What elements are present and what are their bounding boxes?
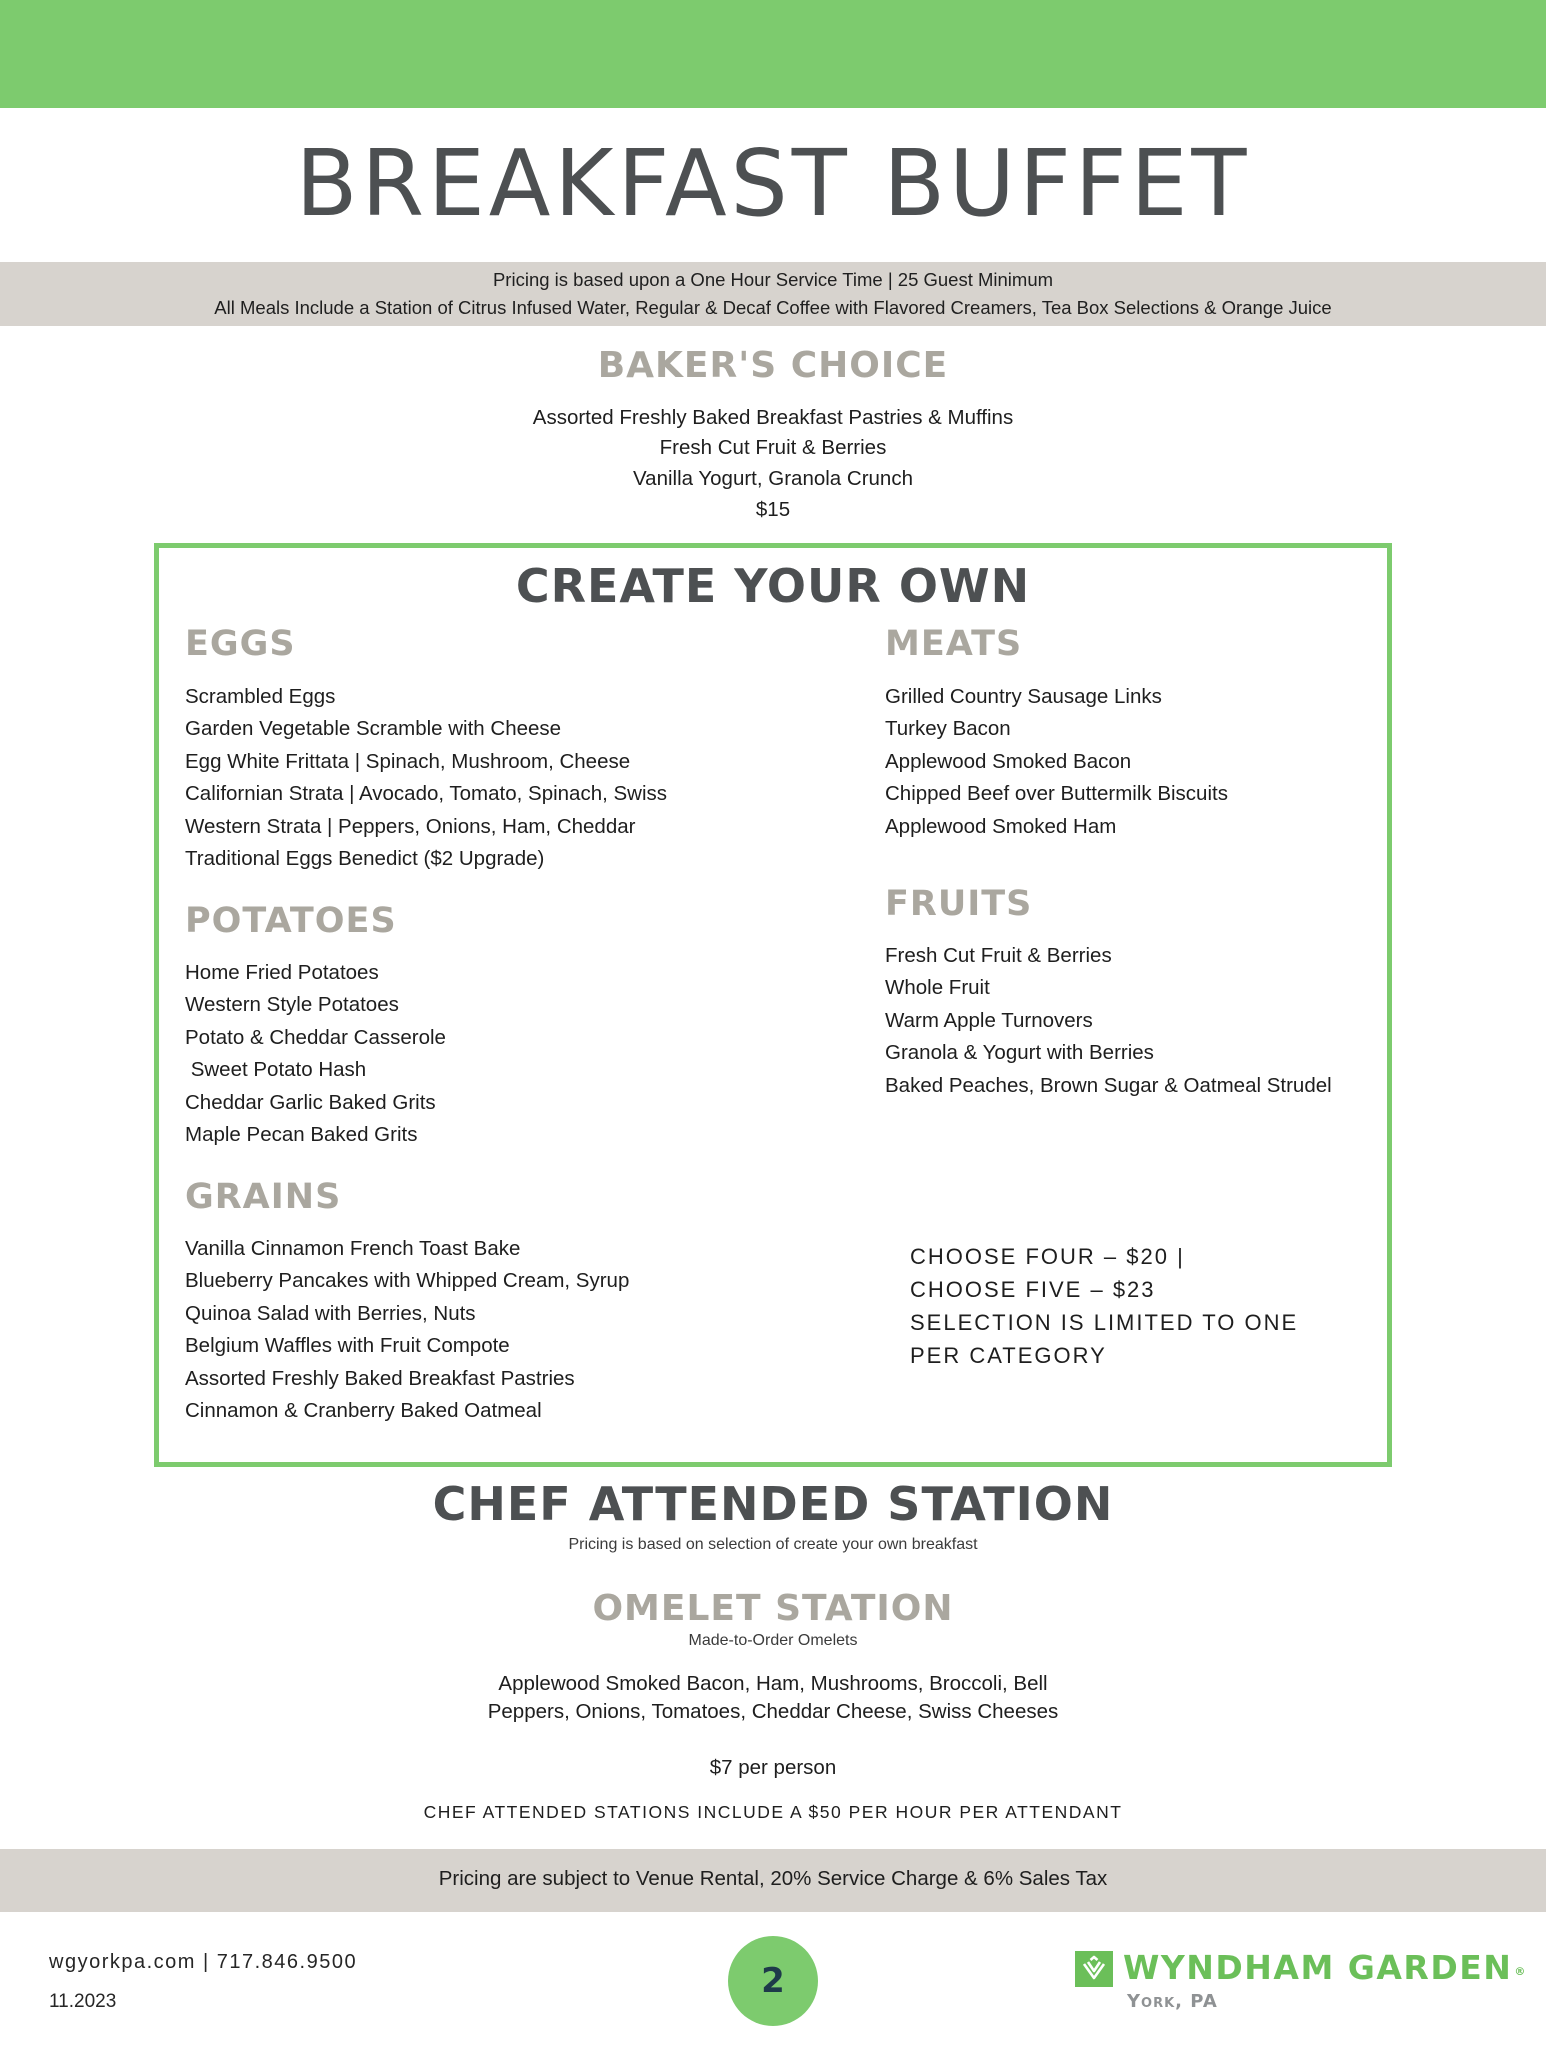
list-item: Garden Vegetable Scramble with Cheese bbox=[185, 717, 562, 741]
list-item: Granola & Yogurt with Berries bbox=[885, 1041, 1154, 1065]
category-title-eggs: EGGS bbox=[185, 624, 296, 664]
list-item: Traditional Eggs Benedict ($2 Upgrade) bbox=[185, 847, 545, 871]
list-item: Whole Fruit bbox=[885, 976, 990, 1000]
list-item: Assorted Freshly Baked Breakfast Pastries bbox=[185, 1366, 575, 1390]
bakers-choice-item: Assorted Freshly Baked Breakfast Pastries & Muffins bbox=[532, 406, 1014, 429]
wyndham-garden-leaf-icon bbox=[1075, 1951, 1113, 1987]
list-item: Cinnamon & Cranberry Baked Oatmeal bbox=[185, 1399, 542, 1423]
revision-date: 11.2023 bbox=[49, 1991, 117, 2012]
list-item: Western Strata | Peppers, Onions, Ham, Cheddar bbox=[185, 814, 636, 838]
list-item: Sweet Potato Hash bbox=[185, 1058, 367, 1082]
list-item: Turkey Bacon bbox=[885, 717, 1011, 741]
list-item: Vanilla Cinnamon French Toast Bake bbox=[185, 1237, 521, 1260]
bakers-choice-title: BAKER'S CHOICE bbox=[597, 345, 949, 386]
brand-name bbox=[1123, 1948, 1527, 1988]
list-item: Quinoa Salad with Berries, Nuts bbox=[185, 1301, 476, 1325]
omelet-station-description: Applewood Smoked Bacon, Ham, Mushrooms, Broccoli, Bell Peppers, Onions, Tomatoes, Cheddar Cheese, Swiss Cheeses bbox=[487, 1672, 1059, 1723]
list-item: Californian Strata | Avocado, Tomato, Spinach, Swiss bbox=[185, 782, 668, 806]
category-list-meats bbox=[885, 681, 1228, 843]
top-accent-bar bbox=[0, 0, 1546, 108]
pricing-line: CHOOSE FOUR – $20 | bbox=[910, 1244, 1185, 1269]
list-item: Belgium Waffles with Fruit Compote bbox=[185, 1334, 510, 1358]
list-item: Home Fried Potatoes bbox=[185, 961, 379, 984]
bakers-choice-item: Vanilla Yogurt, Granola Crunch bbox=[633, 467, 913, 490]
bakers-choice-item: Fresh Cut Fruit & Berries bbox=[659, 436, 887, 459]
list-item: Potato & Cheddar Casserole bbox=[185, 1025, 446, 1049]
tax-note: Pricing are subject to Venue Rental, 20% Service Charge & 6% Sales Tax bbox=[438, 1867, 1108, 1890]
omelet-station-title: OMELET STATION bbox=[592, 1588, 954, 1629]
bakers-choice-price: $15 bbox=[755, 498, 791, 521]
list-item: Fresh Cut Fruit & Berries bbox=[885, 944, 1112, 967]
category-list-eggs bbox=[185, 681, 667, 875]
list-item: Applewood Smoked Bacon bbox=[885, 749, 1132, 773]
list-item: Western Style Potatoes bbox=[185, 993, 399, 1017]
info-line-pricing: Pricing is based upon a One Hour Service Time | 25 Guest Minimum bbox=[492, 269, 1054, 290]
chef-station-subtitle: Pricing is based on selection of create your own breakfast bbox=[568, 1536, 978, 1553]
contact-info: wgyorkpa.com | 717.846.9500 bbox=[49, 1951, 358, 1973]
omelet-station-subtitle: Made-to-Order Omelets bbox=[688, 1632, 858, 1649]
omelet-station-price: $7 per person bbox=[709, 1756, 837, 1779]
brand-name-text: WYNDHAM GARDEN bbox=[1123, 1948, 1513, 1987]
page-number: 2 bbox=[761, 1961, 785, 2001]
list-item: Baked Peaches, Brown Sugar & Oatmeal Strudel bbox=[885, 1073, 1332, 1097]
list-item: Applewood Smoked Ham bbox=[885, 814, 1117, 838]
list-item: Warm Apple Turnovers bbox=[885, 1008, 1093, 1032]
list-item: Maple Pecan Baked Grits bbox=[185, 1123, 418, 1147]
pricing-line: SELECTION IS LIMITED TO ONE bbox=[910, 1310, 1299, 1335]
category-title-meats: MEATS bbox=[885, 624, 1023, 664]
pricing-line: PER CATEGORY bbox=[910, 1343, 1107, 1368]
category-list-potatoes bbox=[185, 957, 446, 1151]
category-title-potatoes: POTATOES bbox=[185, 901, 397, 941]
list-item: Cheddar Garlic Baked Grits bbox=[185, 1090, 436, 1114]
category-list-grains bbox=[185, 1233, 629, 1427]
create-your-own-title: CREATE YOUR OWN bbox=[515, 559, 1031, 613]
category-title-fruits: FRUITS bbox=[885, 884, 1033, 924]
list-item: Blueberry Pancakes with Whipped Cream, Syrup bbox=[185, 1269, 630, 1293]
page-title: BREAKFAST BUFFET bbox=[295, 130, 1251, 237]
pricing-line: CHOOSE FIVE – $23 bbox=[910, 1277, 1156, 1302]
page-number-badge bbox=[728, 1936, 818, 2026]
list-item: Chipped Beef over Buttermilk Biscuits bbox=[885, 782, 1228, 806]
info-line-includes: All Meals Include a Station of Citrus Infused Water, Regular & Decaf Coffee with Flavored Creamers, Tea Box Selections & Orange Juice bbox=[214, 297, 1332, 318]
registered-mark: ® bbox=[1514, 1965, 1527, 1978]
create-your-own-pricing bbox=[910, 1240, 1298, 1372]
list-item: Scrambled Eggs bbox=[185, 685, 336, 708]
list-item: Grilled Country Sausage Links bbox=[885, 685, 1162, 708]
list-item: Egg White Frittata | Spinach, Mushroom, Cheese bbox=[185, 749, 631, 773]
chef-station-title: CHEF ATTENDED STATION bbox=[432, 1477, 1114, 1531]
brand-location: York, PA bbox=[1127, 1991, 1218, 2012]
category-list-fruits bbox=[885, 940, 1332, 1102]
category-title-grains: GRAINS bbox=[185, 1177, 342, 1217]
chef-station-note: CHEF ATTENDED STATIONS INCLUDE A $50 PER HOUR PER ATTENDANT bbox=[423, 1802, 1123, 1822]
